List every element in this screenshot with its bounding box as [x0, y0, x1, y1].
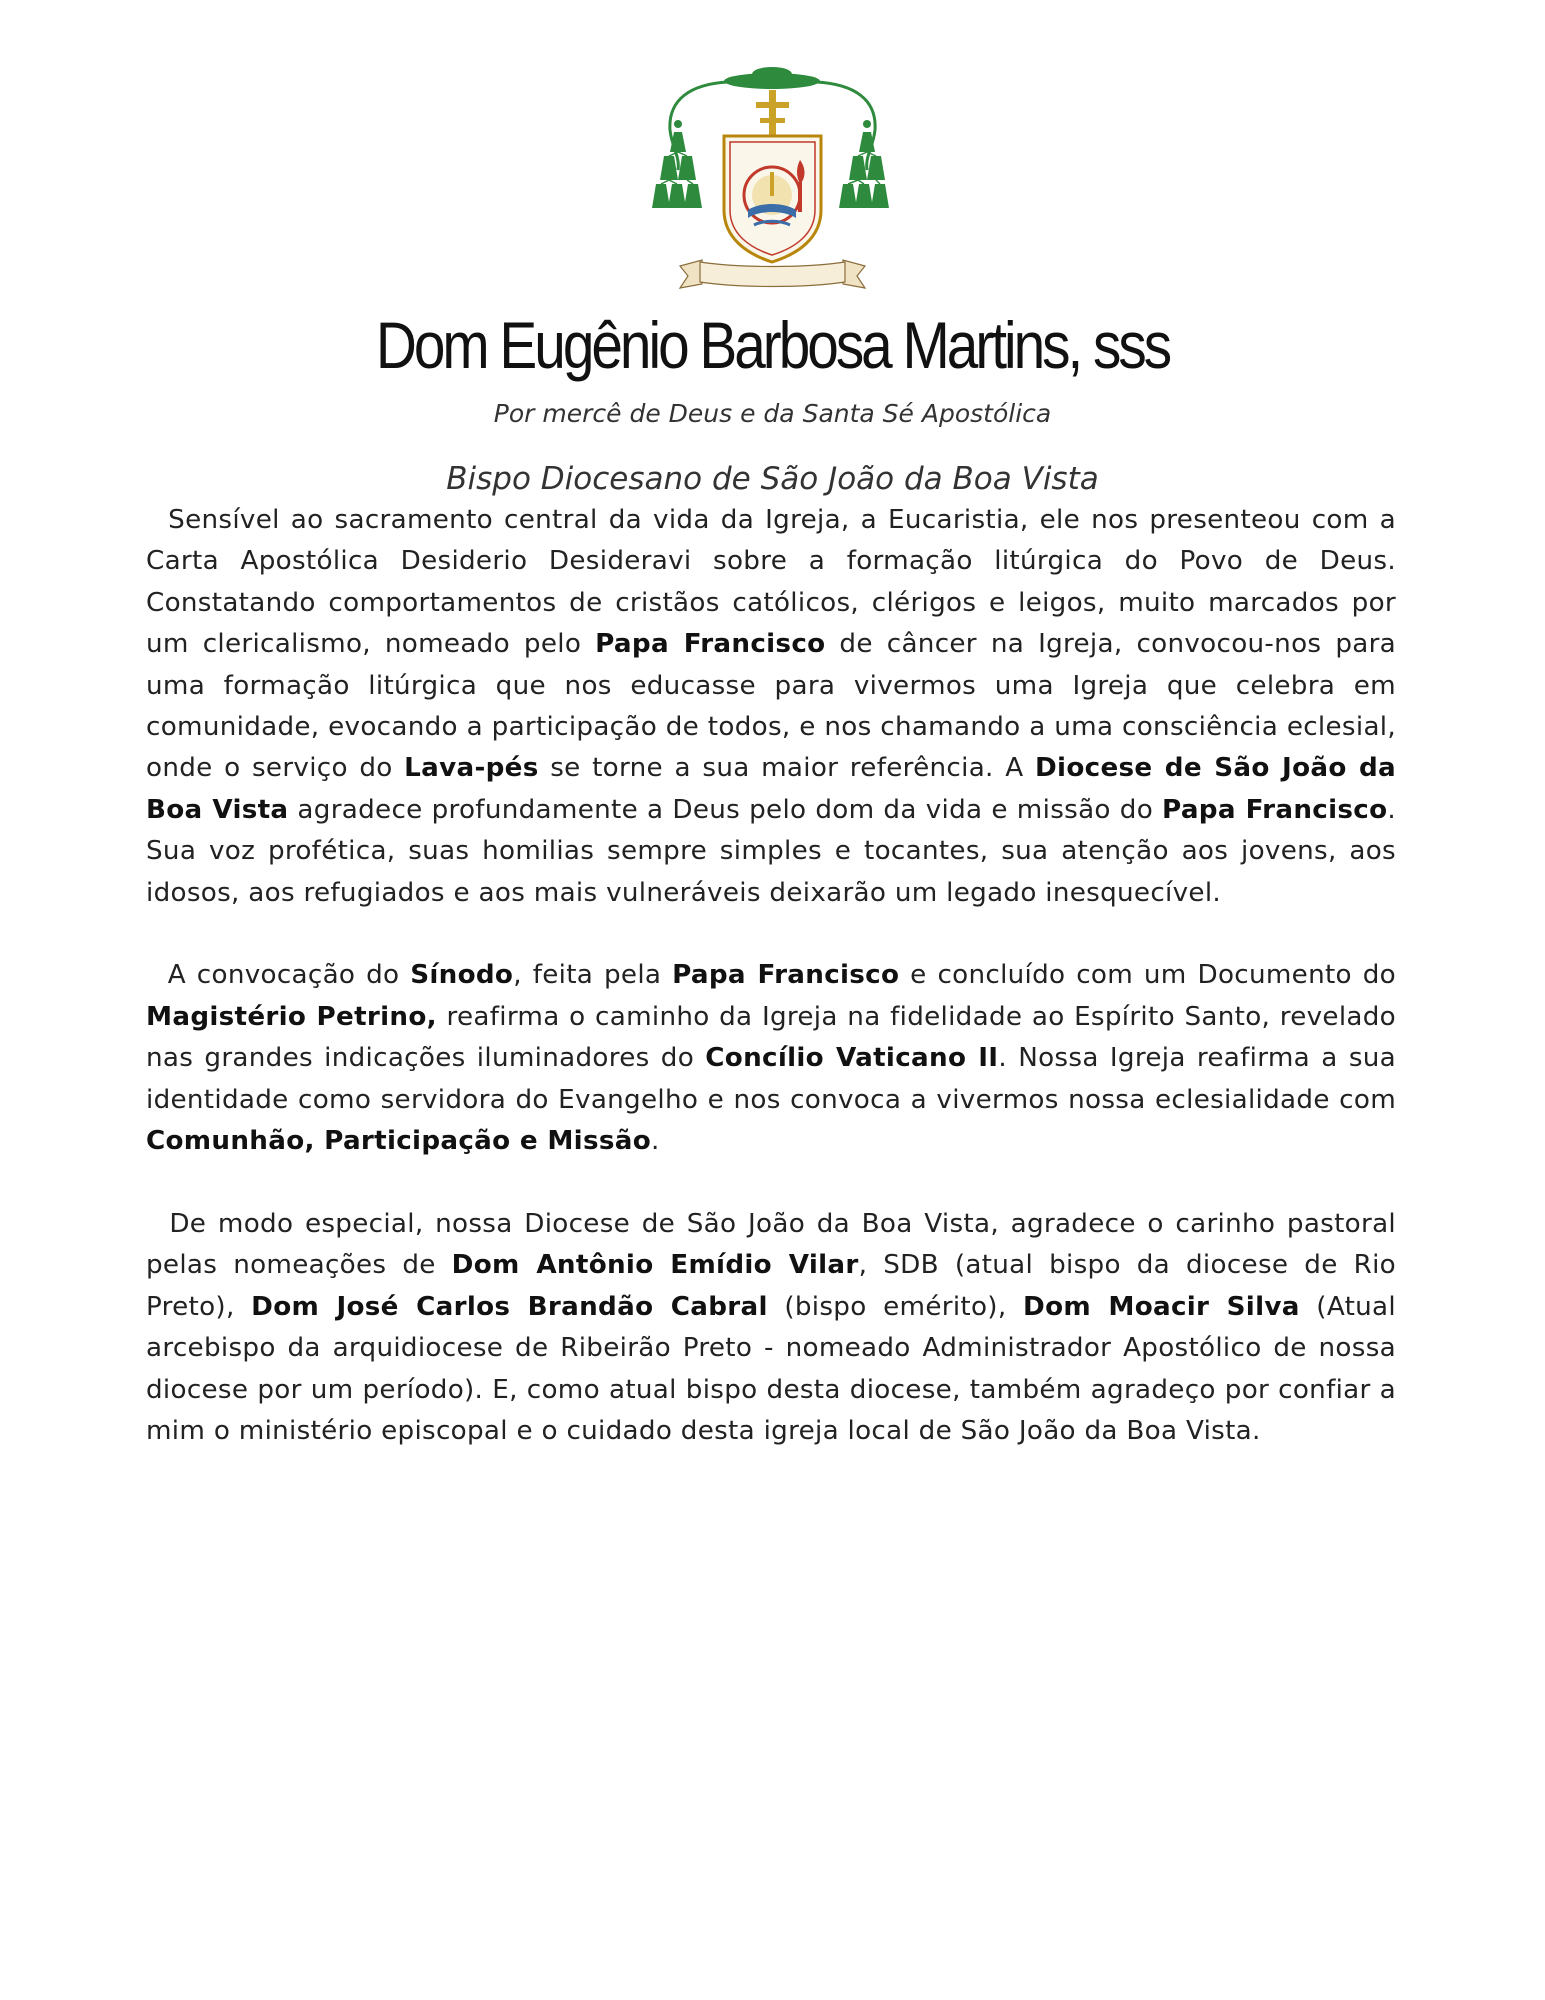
text-segment: A convocação do	[146, 960, 411, 991]
text-segment: reafirma o caminho da Igreja na fidelidade ao Espírito Santo, revelado nas grandes indicações iluminadores do	[146, 1001, 1396, 1074]
text-segment: agradece profundamente a Deus pelo dom da vida e missão do	[288, 794, 1163, 825]
episcopal-coat-of-arms-icon	[650, 60, 895, 300]
letter-body	[146, 500, 1396, 1494]
text-segment: de câncer na Igreja, convocou-nos para uma formação litúrgica que nos educasse para vivermos uma Igreja que celebra em comunidade, evocando a participação de todos, e nos chamando a uma consciência eclesial, onde o serviço do	[146, 629, 1396, 784]
text-segment: Sensível ao sacramento central da vida da Igreja, a Eucaristia, ele nos presenteou com a Carta Apostólica Desiderio Desideravi sobre a formação litúrgica do Povo de Deus. Constatando comportamentos de cristãos católicos, clérigos e leigos, muito marcados por um clericalismo, nomeado pelo	[146, 505, 1396, 660]
paragraph-1	[146, 500, 1396, 914]
paragraph-2	[146, 955, 1396, 1162]
emphasis: Dom Antônio Emídio Vilar	[451, 1250, 859, 1281]
emphasis: Papa Francisco	[595, 629, 826, 660]
emphasis: Magistério Petrino,	[146, 1001, 437, 1032]
title-subtitle: Por mercê de Deus e da Santa Sé Apostólica	[493, 399, 1052, 428]
emphasis: Dom José Carlos Brandão Cabral	[251, 1291, 768, 1322]
text-segment: De modo especial, nossa Diocese de São João da Boa Vista, agradece o carinho pastoral pelas nomeações de	[146, 1208, 1396, 1281]
bishop-name: Dom Eugênio Barbosa Martins, sss	[375, 308, 1170, 382]
text-segment: . Nossa Igreja reafirma a sua identidade como servidora do Evangelho e nos convoca a vivermos nossa eclesialidade com	[146, 1043, 1397, 1115]
text-segment: se torne a sua maior referência. A	[538, 753, 1036, 784]
text-segment: , SDB (atual bispo da diocese de Rio Preto),	[146, 1250, 1396, 1322]
emphasis: Comunhão, Participação e Missão	[146, 1126, 651, 1157]
text-segment: .	[651, 1126, 660, 1157]
text-segment: (Atual arcebispo da arquidiocese de Ribeirão Preto - nomeado Administrador Apostólico de nossa diocese por um período). E, como atual bispo desta diocese, também agradeço por confiar a mim o ministério episcopal e o cuidado desta igreja local de São João da Boa Vista.	[146, 1291, 1396, 1446]
paragraph-3	[146, 1204, 1396, 1452]
emphasis: Papa Francisco	[672, 960, 900, 991]
emphasis: Dom Moacir Silva	[1023, 1291, 1300, 1322]
bishop-role: Bispo Diocesano de São João da Boa Vista	[446, 461, 1099, 497]
text-segment: . Sua voz profética, suas homilias sempre simples e tocantes, sua atenção aos jovens, aos idosos, aos refugiados e aos mais vulneráveis deixarão um legado inesquecível.	[146, 794, 1397, 908]
text-segment: , feita pela	[513, 960, 673, 991]
emphasis: Lava-pés	[404, 753, 539, 784]
emphasis: Concílio Vaticano II	[705, 1043, 999, 1074]
emphasis: Papa Francisco	[1162, 794, 1388, 825]
emphasis: Sínodo	[410, 960, 514, 991]
emphasis: Diocese de São João da Boa Vista	[146, 753, 1396, 825]
text-segment: e concluído com um Documento do	[899, 960, 1396, 991]
text-segment: (bispo emérito),	[767, 1291, 1024, 1322]
